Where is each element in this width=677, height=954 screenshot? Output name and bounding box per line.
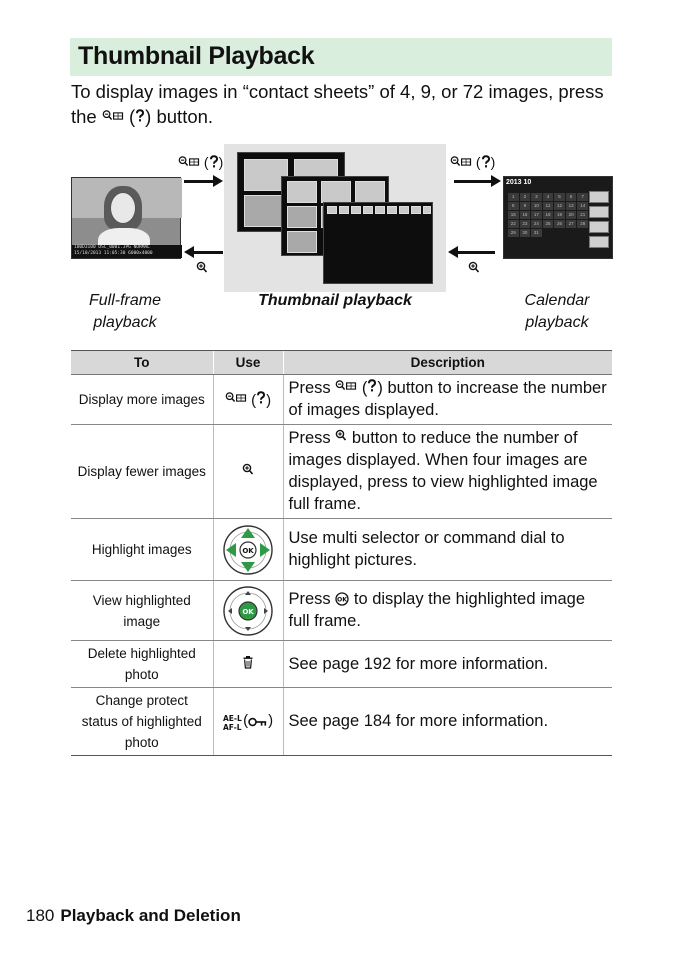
multi-selector-green-icon [222,524,274,576]
row-to: Display more images [71,375,213,425]
help-icon [481,155,491,169]
help-icon [256,391,266,405]
calendar-day: 19 [554,211,565,219]
row-use: AE-L AF-L ( ) [213,688,283,756]
calendar-day: 21 [577,211,588,219]
calendar-day: 10 [531,202,542,210]
help-icon [367,379,377,393]
calendar-day: 17 [531,211,542,219]
row-description: Press ( ) button to increase the number of images displayed. [283,375,612,425]
thumbnail-zoom-out-icon [450,155,472,169]
header-description: Description [283,351,612,375]
table-row [71,519,612,581]
multi-selector-ok-icon [222,585,274,637]
calendar-day: 25 [543,220,554,228]
ae-l-af-l-icon [222,713,242,732]
calendar-thumbnail-strip [589,191,609,251]
table-row [71,581,612,641]
arrow-label-thumbnail-right: ( ) [450,154,495,170]
row-use [213,425,283,519]
calendar-day: 3 [531,193,542,201]
intro-text-3: button. [156,106,214,127]
calendar-day: 16 [520,211,531,219]
calendar-day: 15 [508,211,519,219]
thumbnail-zoom-out-icon [225,391,247,405]
help-icon [209,155,219,169]
calendar-day: 1 [508,193,519,201]
arrow-to-thumbnail-from-calendar [457,251,495,254]
thumbnail-screen-72 [323,202,433,284]
svg-text:OK: OK [242,546,254,555]
calendar-day: 18 [543,211,554,219]
row-to: View highlighted image [71,581,213,641]
full-frame-screen [71,177,181,259]
row-description: Press to display the highlighted image full frame. [283,581,612,641]
calendar-day: 8 [508,202,519,210]
thumbnail-zoom-out-icon [178,155,200,169]
table-header-row [71,351,612,375]
page-number: 180 [26,906,55,925]
thumbnail-zoom-out-icon [335,379,357,393]
header-use: Use [213,351,283,375]
caption-calendar: Calendar playback [524,292,590,331]
calendar-day: 28 [577,220,588,228]
playback-diagram [0,140,677,340]
calendar-day: 27 [566,220,577,228]
ok-icon [335,592,349,606]
svg-text:AF-L: AF-L [222,722,242,732]
calendar-day: 31 [531,229,542,237]
row-description: See page 184 for more information. [283,688,612,756]
thumbnail-zoom-out-icon [102,109,124,123]
calendar-day: 20 [566,211,577,219]
intro-paragraph: To display images in “contact sheets” of 4, 9, or 72 images, press the ( ) button. [71,81,604,127]
arrow-label-thumbnail-left: ( ) [178,154,223,170]
header-to: To [71,351,213,375]
table-row [71,375,612,425]
trash-icon [242,655,254,669]
controls-table [71,350,612,756]
calendar-day: 22 [508,220,519,228]
row-description: See page 192 for more information. [283,641,612,688]
calendar-day: 11 [543,202,554,210]
zoom-in-icon [468,261,480,275]
calendar-day: 24 [531,220,542,228]
row-to: Delete highlighted photo [71,641,213,688]
full-frame-info-bar: 100D3100 DSC_0001.JPG NORMAL 15/10/2013 11:05:30 6000x4000 [72,245,182,258]
arrow-to-full-frame [193,251,223,254]
calendar-header: 2013 10 [506,179,532,186]
arrow-to-thumbnail [184,180,214,183]
caption-thumbnail: Thumbnail playback [258,292,412,309]
row-use [213,581,283,641]
zoom-in-icon [242,463,254,477]
calendar-day: 29 [508,229,519,237]
calendar-day: 23 [520,220,531,228]
calendar-day: 13 [566,202,577,210]
caption-full-frame: Full-frame playback [88,292,161,331]
intro-text-1: To display images in “contact sheets” of 4, 9, or 72 images, press [71,81,604,102]
calendar-day: 12 [554,202,565,210]
calendar-grid [508,193,588,237]
section-title-bar [70,38,612,76]
table-row [71,688,612,756]
calendar-day: 9 [520,202,531,210]
row-description: Use multi selector or command dial to highlight pictures. [283,519,612,581]
page-footer [26,906,241,926]
zoom-in-icon [196,261,208,275]
row-to: Highlight images [71,519,213,581]
intro-text-2: the [71,106,97,127]
svg-text:AE-L: AE-L [222,713,242,723]
calendar-day: 30 [520,229,531,237]
row-to: Change protect status of highlighted photo [71,688,213,756]
row-use: ( ) [213,375,283,425]
row-use [213,519,283,581]
row-use [213,641,283,688]
row-description: Press button to reduce the number of images displayed. When four images are displayed, press to view highlighted image full frame. [283,425,612,519]
calendar-day: 6 [566,193,577,201]
table-row [71,425,612,519]
calendar-day: 7 [577,193,588,201]
svg-text:OK: OK [242,607,254,616]
footer-section-title: Playback and Deletion [60,906,241,925]
zoom-in-icon [335,429,347,443]
row-to: Display fewer images [71,425,213,519]
calendar-day: 5 [554,193,565,201]
protect-key-icon [248,716,268,728]
calendar-screen [503,176,613,259]
calendar-day: 2 [520,193,531,201]
table-row [71,641,612,688]
help-icon [135,109,145,123]
arrow-to-calendar [454,180,492,183]
calendar-day: 14 [577,202,588,210]
section-title: Thumbnail Playback [78,42,315,70]
calendar-day: 4 [543,193,554,201]
calendar-day: 26 [554,220,565,228]
thumbnail-button-glyph [102,109,124,123]
